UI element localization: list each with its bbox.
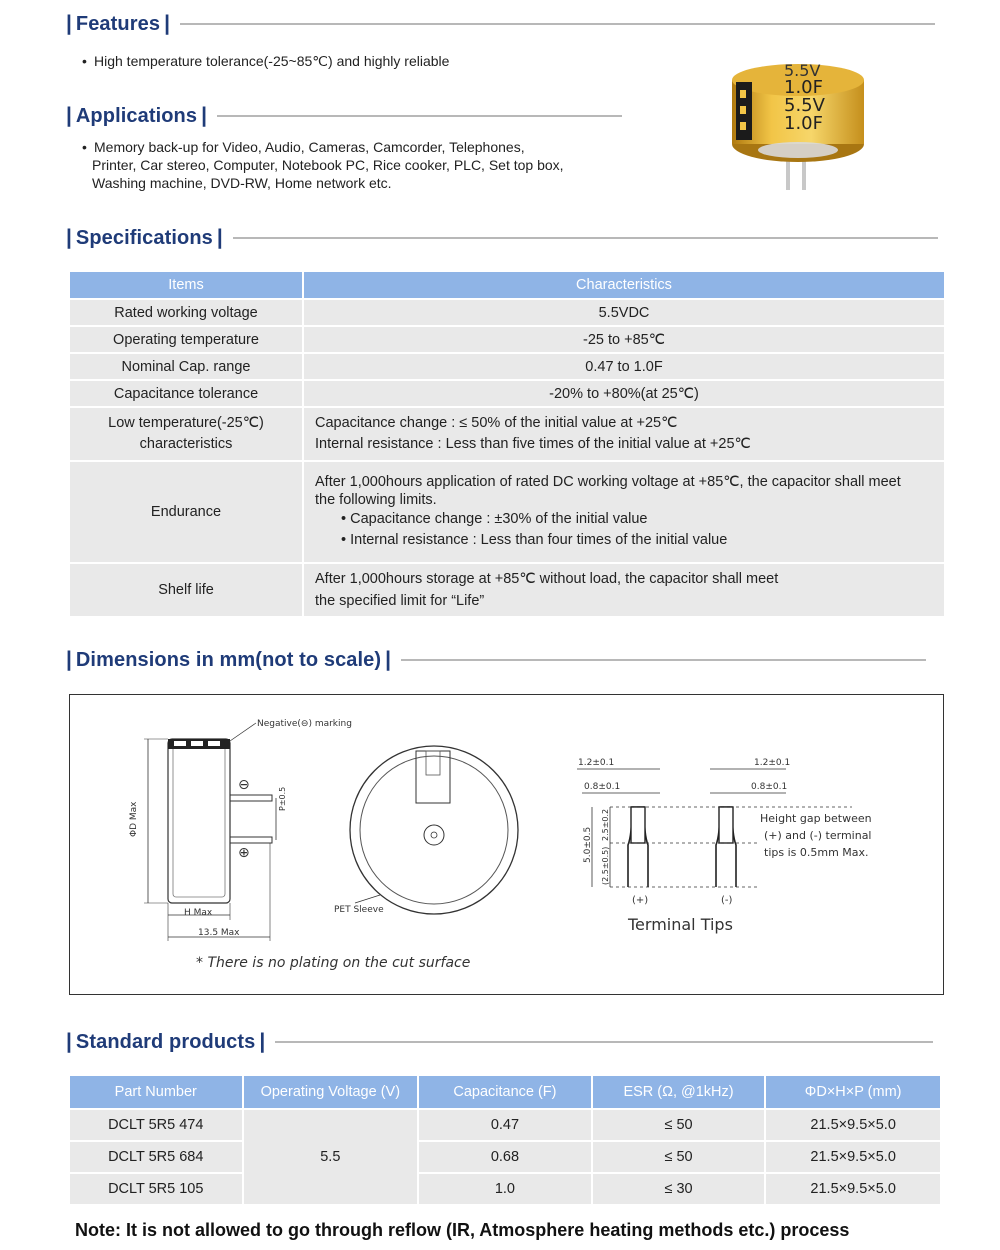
applications-title: Applications	[75, 104, 198, 127]
terminal-tips	[577, 758, 872, 934]
table-row	[70, 327, 944, 352]
cap-text-0: 5.5V	[784, 62, 821, 80]
dim-label: 5.0±0.5	[583, 826, 593, 863]
dim-label: 0.8±0.1	[584, 782, 621, 792]
capacitance: 0.68	[419, 1140, 591, 1172]
heading-bar: |	[201, 104, 207, 127]
products-table	[68, 1076, 942, 1204]
applications-heading	[66, 104, 622, 128]
bullet: •	[82, 53, 87, 69]
cap-text-1: 1.0F	[784, 77, 823, 98]
products-header: Part Number	[70, 1076, 242, 1108]
spec-value	[304, 564, 944, 616]
heading-rule	[401, 659, 926, 661]
top-view	[334, 746, 518, 915]
plus-symbol: ⊕	[238, 845, 250, 861]
spec-item: Operating temperature	[70, 327, 304, 352]
part-number: DCLT 5R5 105	[70, 1172, 242, 1204]
table-row	[70, 300, 944, 325]
spec-value-line: Internal resistance : Less than five times of the initial value at +25℃	[315, 436, 751, 452]
spec-item: Capacitance tolerance	[70, 381, 304, 406]
height-gap-line: Height gap between	[760, 812, 872, 825]
table-row	[70, 462, 944, 562]
phi-d-label: ΦD Max	[129, 801, 139, 837]
dim-label: 1.2±0.1	[754, 758, 791, 768]
spec-value-line: Capacitance change : ≤ 50% of the initial value at +25℃	[315, 415, 678, 431]
cap-text-3: 1.0F	[784, 113, 823, 134]
spec-value: -25 to +85℃	[304, 327, 944, 352]
heading-bar: |	[66, 12, 72, 35]
spec-item: Shelf life	[70, 564, 304, 616]
heading-bar: |	[66, 648, 72, 671]
spec-item: Endurance	[70, 462, 304, 562]
application-line: Washing machine, DVD-RW, Home network etc.	[92, 175, 392, 191]
spec-value	[304, 462, 944, 562]
feature-item: High temperature tolerance(-25~85℃) and highly reliable	[94, 53, 450, 69]
heading-rule	[217, 115, 622, 117]
terminal-minus-label: (-)	[721, 895, 733, 906]
heading-bar: |	[385, 648, 392, 671]
spec-value-line	[315, 530, 944, 551]
application-line: Printer, Car stereo, Computer, Notebook PC, Rice cooker, PLC, Set top box,	[92, 157, 564, 173]
spec-item	[70, 408, 304, 460]
dim-label: 0.8±0.1	[751, 782, 788, 792]
dimensions-drawing	[69, 694, 944, 995]
part-number: DCLT 5R5 684	[70, 1140, 242, 1172]
operating-voltage: 5.5	[244, 1108, 418, 1204]
spec-value-line	[315, 509, 944, 530]
spec-item-line: Low temperature(-25℃)	[108, 415, 264, 431]
spec-value: -20% to +80%(at 25℃)	[304, 381, 944, 406]
dimension-diagram	[70, 695, 942, 993]
height-gap-line: tips is 0.5mm Max.	[764, 846, 869, 859]
heading-rule	[233, 237, 938, 239]
standard-products-heading	[66, 1030, 933, 1054]
products-header: ΦD×H×P (mm)	[766, 1076, 940, 1108]
endurance-sub: Internal resistance : Less than four times of the initial value	[350, 532, 728, 548]
spec-item: Nominal Cap. range	[70, 354, 304, 379]
height-gap-line: (+) and (-) terminal	[764, 829, 872, 842]
part-number: DCLT 5R5 474	[70, 1108, 242, 1140]
p-label: P±0.5	[278, 786, 287, 811]
products-header: Capacitance (F)	[419, 1076, 591, 1108]
table-row	[70, 564, 944, 616]
dimensions-heading	[66, 648, 926, 672]
h-max-label: H Max	[184, 908, 213, 918]
dimensions-title: Dimensions in mm(not to scale)	[75, 648, 382, 671]
terminal-tips-label: Terminal Tips	[628, 915, 733, 934]
table-row	[70, 1108, 940, 1140]
dim-label: 2.5±0.2	[601, 808, 610, 841]
specifications-heading	[66, 226, 938, 250]
heading-bar: |	[164, 12, 170, 35]
standard-products-title: Standard products	[75, 1030, 256, 1053]
heading-bar: |	[66, 1030, 72, 1053]
side-view	[129, 719, 352, 941]
spec-item-line: characteristics	[139, 436, 233, 452]
reflow-note: Note: It is not allowed to go through reflow (IR, Atmosphere heating methods etc.) process	[75, 1220, 850, 1240]
table-row	[70, 1140, 940, 1172]
terminal-plus-label: (+)	[632, 895, 649, 906]
table-row	[70, 1172, 940, 1204]
heading-rule	[275, 1041, 933, 1043]
products-header-row	[70, 1076, 940, 1108]
heading-bar: |	[66, 226, 72, 249]
endurance-sub: Capacitance change : ±30% of the initial value	[350, 511, 648, 527]
bullet: •	[82, 139, 87, 155]
l-max-label: 13.5 Max	[198, 928, 240, 938]
application-line: Memory back-up for Video, Audio, Cameras, Camcorder, Telephones,	[94, 139, 525, 155]
bullet: •	[341, 532, 347, 548]
heading-bar: |	[216, 226, 223, 249]
spec-value-line: After 1,000hours application of rated DC working voltage at +85℃, the capacitor shall meet	[315, 474, 901, 490]
table-row	[70, 381, 944, 406]
spec-value-line: After 1,000hours storage at +85℃ without load, the capacitor shall meet	[315, 571, 779, 587]
esr: ≤ 50	[593, 1140, 765, 1172]
table-row	[70, 354, 944, 379]
capacitance: 1.0	[419, 1172, 591, 1204]
dim-label: 1.2±0.1	[578, 758, 615, 768]
spec-header-row	[70, 272, 944, 298]
specifications-title: Specifications	[75, 226, 213, 249]
heading-rule	[180, 23, 935, 25]
esr: ≤ 30	[593, 1172, 765, 1204]
minus-symbol: ⊖	[238, 777, 250, 793]
features-list	[82, 52, 449, 70]
capacitor-photo	[728, 62, 868, 192]
cut-surface-note: * There is no plating on the cut surface	[196, 955, 471, 971]
applications-list	[82, 138, 564, 192]
capacitance: 0.47	[419, 1108, 591, 1140]
dimension-value: 21.5×9.5×5.0	[766, 1172, 940, 1204]
spec-value-line: the specified limit for “Life”	[315, 593, 485, 609]
negative-marking-label: Negative(⊖) marking	[257, 719, 352, 729]
spec-header-items: Items	[70, 272, 304, 298]
features-heading	[66, 12, 935, 36]
dim-label: (2.5±0.5)	[601, 846, 610, 885]
spec-value	[304, 408, 944, 460]
dimension-value: 21.5×9.5×5.0	[766, 1108, 940, 1140]
products-header: Operating Voltage (V)	[244, 1076, 418, 1108]
pet-sleeve-label: PET Sleeve	[334, 905, 384, 915]
spec-header-characteristics: Characteristics	[304, 272, 944, 298]
heading-bar: |	[259, 1030, 266, 1053]
cap-text-2: 5.5V	[784, 95, 825, 116]
spec-item: Rated working voltage	[70, 300, 304, 325]
heading-bar: |	[66, 104, 72, 127]
dimension-value: 21.5×9.5×5.0	[766, 1140, 940, 1172]
spec-value-line: the following limits.	[315, 492, 437, 508]
bullet: •	[341, 511, 347, 527]
spec-value: 5.5VDC	[304, 300, 944, 325]
features-title: Features	[75, 12, 161, 35]
products-header: ESR (Ω, @1kHz)	[593, 1076, 765, 1108]
esr: ≤ 50	[593, 1108, 765, 1140]
table-row	[70, 408, 944, 460]
specifications-table	[70, 270, 944, 618]
spec-value: 0.47 to 1.0F	[304, 354, 944, 379]
